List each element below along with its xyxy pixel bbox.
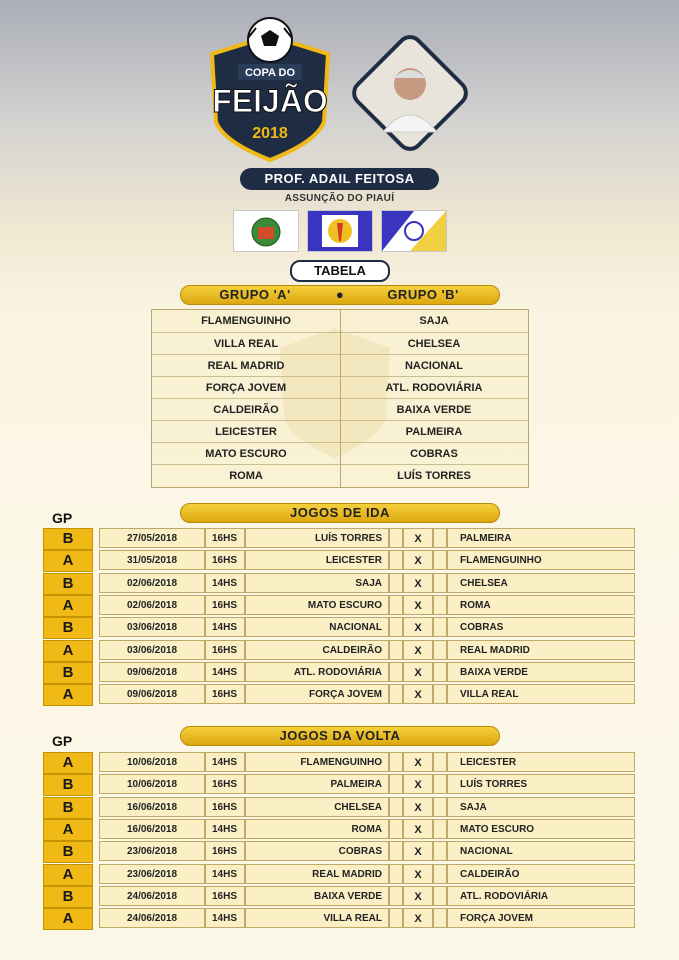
group-b-team: CHELSEA <box>407 338 461 350</box>
group-b-team: SAJA <box>419 315 449 327</box>
match-row <box>43 774 635 795</box>
group-a-team: FLAMENGUINHO <box>201 315 291 327</box>
match-row <box>43 752 635 773</box>
match-spacer <box>433 864 447 884</box>
match-spacer <box>433 841 447 861</box>
match-date: 23/06/2018 <box>99 864 205 884</box>
groups-table <box>151 309 529 488</box>
match-away-team: COBRAS <box>447 617 635 637</box>
match-away-team: SAJA <box>447 797 635 817</box>
match-date: 02/06/2018 <box>99 573 205 593</box>
match-time: 14HS <box>205 908 245 928</box>
match-row <box>43 819 635 840</box>
group-b-team: ATL. RODOVIÁRIA <box>385 382 483 394</box>
match-home-team: SAJA <box>245 573 389 593</box>
match-home-team: CHELSEA <box>245 797 389 817</box>
match-row <box>43 684 635 705</box>
match-spacer <box>389 774 403 794</box>
jogos-da-volta-title: JOGOS DA VOLTA <box>180 726 500 746</box>
match-row <box>43 595 635 616</box>
match-home-team: PALMEIRA <box>245 774 389 794</box>
match-date: 23/06/2018 <box>99 841 205 861</box>
match-spacer <box>433 886 447 906</box>
logo-line2: FEIJÃO <box>212 83 328 119</box>
match-row <box>43 864 635 885</box>
match-group-badge: B <box>43 774 93 796</box>
match-group-badge: A <box>43 595 93 617</box>
match-versus: X <box>403 797 433 817</box>
gp-label-ida: GP <box>52 510 73 526</box>
group-a-team: LEICESTER <box>215 426 277 438</box>
match-versus: X <box>403 841 433 861</box>
match-row <box>43 662 635 683</box>
match-date: 09/06/2018 <box>99 684 205 704</box>
secretaria-emblem-image <box>381 210 447 252</box>
group-b-team: COBRAS <box>410 448 458 460</box>
match-home-team: COBRAS <box>245 841 389 861</box>
match-row <box>43 617 635 638</box>
match-spacer <box>433 595 447 615</box>
match-away-team: FLAMENGUINHO <box>447 550 635 570</box>
match-time: 16HS <box>205 640 245 660</box>
match-spacer <box>433 819 447 839</box>
match-date: 03/06/2018 <box>99 617 205 637</box>
match-away-team: BAIXA VERDE <box>447 662 635 682</box>
match-versus: X <box>403 752 433 772</box>
match-away-team: VILLA REAL <box>447 684 635 704</box>
match-spacer <box>389 819 403 839</box>
match-home-team: VILLA REAL <box>245 908 389 928</box>
match-time: 16HS <box>205 528 245 548</box>
match-date: 09/06/2018 <box>99 662 205 682</box>
match-away-team: ATL. RODOVIÁRIA <box>447 886 635 906</box>
match-time: 16HS <box>205 886 245 906</box>
match-away-team: ROMA <box>447 595 635 615</box>
match-date: 03/06/2018 <box>99 640 205 660</box>
match-away-team: FORÇA JOVEM <box>447 908 635 928</box>
jogos-de-ida-table <box>0 528 679 708</box>
gp-label-volta: GP <box>52 733 73 749</box>
match-group-badge: A <box>43 864 93 886</box>
match-away-team: MATO ESCURO <box>447 819 635 839</box>
match-versus: X <box>403 819 433 839</box>
match-row <box>43 573 635 594</box>
match-away-team: LEICESTER <box>447 752 635 772</box>
match-home-team: CALDEIRÃO <box>245 640 389 660</box>
organizer-name: PROF. ADAIL FEITOSA <box>240 168 439 190</box>
match-date: 16/06/2018 <box>99 819 205 839</box>
match-time: 16HS <box>205 550 245 570</box>
match-home-team: LEICESTER <box>245 550 389 570</box>
match-spacer <box>433 684 447 704</box>
group-a-team: VILLA REAL <box>213 338 279 350</box>
match-away-team: REAL MADRID <box>447 640 635 660</box>
match-time: 16HS <box>205 774 245 794</box>
match-spacer <box>389 640 403 660</box>
match-versus: X <box>403 617 433 637</box>
match-time: 16HS <box>205 595 245 615</box>
match-group-badge: B <box>43 617 93 639</box>
match-group-badge: B <box>43 797 93 819</box>
match-row <box>43 886 635 907</box>
group-a-team: MATO ESCURO <box>205 448 287 460</box>
match-spacer <box>389 662 403 682</box>
match-spacer <box>433 573 447 593</box>
match-date: 24/06/2018 <box>99 886 205 906</box>
match-versus: X <box>403 774 433 794</box>
match-date: 02/06/2018 <box>99 595 205 615</box>
group-b-team: BAIXA VERDE <box>396 404 472 416</box>
grupo-b-title: GRUPO 'B' <box>387 287 459 302</box>
match-group-badge: A <box>43 819 93 841</box>
match-date: 31/05/2018 <box>99 550 205 570</box>
match-away-team: CHELSEA <box>447 573 635 593</box>
match-group-badge: A <box>43 684 93 706</box>
torch-emblem-image <box>307 210 373 252</box>
match-group-badge: B <box>43 662 93 684</box>
match-time: 14HS <box>205 662 245 682</box>
match-group-badge: B <box>43 886 93 908</box>
match-row <box>43 528 635 549</box>
match-home-team: MATO ESCURO <box>245 595 389 615</box>
match-group-badge: A <box>43 640 93 662</box>
match-date: 24/06/2018 <box>99 908 205 928</box>
match-versus: X <box>403 550 433 570</box>
match-spacer <box>433 662 447 682</box>
match-spacer <box>389 864 403 884</box>
match-date: 16/06/2018 <box>99 797 205 817</box>
match-group-badge: A <box>43 752 93 774</box>
group-b-team: NACIONAL <box>404 360 464 372</box>
match-time: 14HS <box>205 819 245 839</box>
match-spacer <box>433 617 447 637</box>
group-a-team: CALDEIRÃO <box>213 404 279 416</box>
match-group-badge: B <box>43 528 93 550</box>
match-versus: X <box>403 662 433 682</box>
match-versus: X <box>403 573 433 593</box>
match-spacer <box>389 908 403 928</box>
match-group-badge: A <box>43 550 93 572</box>
match-group-badge: A <box>43 908 93 930</box>
match-time: 16HS <box>205 841 245 861</box>
match-home-team: NACIONAL <box>245 617 389 637</box>
match-time: 14HS <box>205 864 245 884</box>
groups-divider <box>340 310 341 487</box>
tabela-title: TABELA <box>290 260 390 282</box>
match-spacer <box>433 908 447 928</box>
match-spacer <box>433 774 447 794</box>
logo-year: 2018 <box>252 125 288 142</box>
group-a-team: ROMA <box>229 470 263 482</box>
copa-do-feijao-logo <box>200 14 340 164</box>
match-spacer <box>389 684 403 704</box>
match-spacer <box>433 550 447 570</box>
match-spacer <box>389 573 403 593</box>
match-home-team: LUÍS TORRES <box>245 528 389 548</box>
match-home-team: REAL MADRID <box>245 864 389 884</box>
match-spacer <box>389 752 403 772</box>
match-home-team: ROMA <box>245 819 389 839</box>
match-spacer <box>433 528 447 548</box>
group-b-team: PALMEIRA <box>405 426 463 438</box>
group-a-team: REAL MADRID <box>207 360 285 372</box>
match-home-team: FLAMENGUINHO <box>245 752 389 772</box>
match-time: 14HS <box>205 752 245 772</box>
match-group-badge: B <box>43 841 93 863</box>
match-time: 16HS <box>205 684 245 704</box>
group-b-team: LUÍS TORRES <box>397 470 471 482</box>
logo-line1: COPA DO <box>244 67 296 79</box>
match-group-badge: B <box>43 573 93 595</box>
match-versus: X <box>403 886 433 906</box>
match-row <box>43 908 635 929</box>
match-spacer <box>389 841 403 861</box>
match-versus: X <box>403 595 433 615</box>
match-date: 10/06/2018 <box>99 752 205 772</box>
match-spacer <box>433 640 447 660</box>
match-time: 16HS <box>205 797 245 817</box>
match-time: 14HS <box>205 617 245 637</box>
match-home-team: FORÇA JOVEM <box>245 684 389 704</box>
match-versus: X <box>403 528 433 548</box>
match-date: 27/05/2018 <box>99 528 205 548</box>
portrait-photo <box>349 32 471 154</box>
match-home-team: BAIXA VERDE <box>245 886 389 906</box>
match-row <box>43 550 635 571</box>
match-home-team: ATL. RODOVIÁRIA <box>245 662 389 682</box>
grupo-a-title: GRUPO 'A' <box>219 287 291 302</box>
jogos-da-volta-table <box>0 752 679 932</box>
match-versus: X <box>403 684 433 704</box>
match-away-team: CALDEIRÃO <box>447 864 635 884</box>
municipal-seal-image <box>233 210 299 252</box>
match-spacer <box>389 550 403 570</box>
match-spacer <box>389 528 403 548</box>
match-versus: X <box>403 908 433 928</box>
match-versus: X <box>403 640 433 660</box>
match-time: 14HS <box>205 573 245 593</box>
groups-header <box>180 285 500 305</box>
match-spacer <box>433 797 447 817</box>
match-spacer <box>389 595 403 615</box>
match-spacer <box>389 886 403 906</box>
place-name: ASSUNÇÃO DO PIAUÍ <box>284 193 395 204</box>
match-date: 10/06/2018 <box>99 774 205 794</box>
group-a-team: FORÇA JOVEM <box>205 382 287 394</box>
separator-dot-icon: ● <box>335 287 345 302</box>
match-spacer <box>433 752 447 772</box>
match-row <box>43 797 635 818</box>
match-versus: X <box>403 864 433 884</box>
match-away-team: PALMEIRA <box>447 528 635 548</box>
match-spacer <box>389 617 403 637</box>
jogos-de-ida-title: JOGOS DE IDA <box>180 503 500 523</box>
match-row <box>43 640 635 661</box>
match-spacer <box>389 797 403 817</box>
match-row <box>43 841 635 862</box>
match-away-team: LUÍS TORRES <box>447 774 635 794</box>
match-away-team: NACIONAL <box>447 841 635 861</box>
